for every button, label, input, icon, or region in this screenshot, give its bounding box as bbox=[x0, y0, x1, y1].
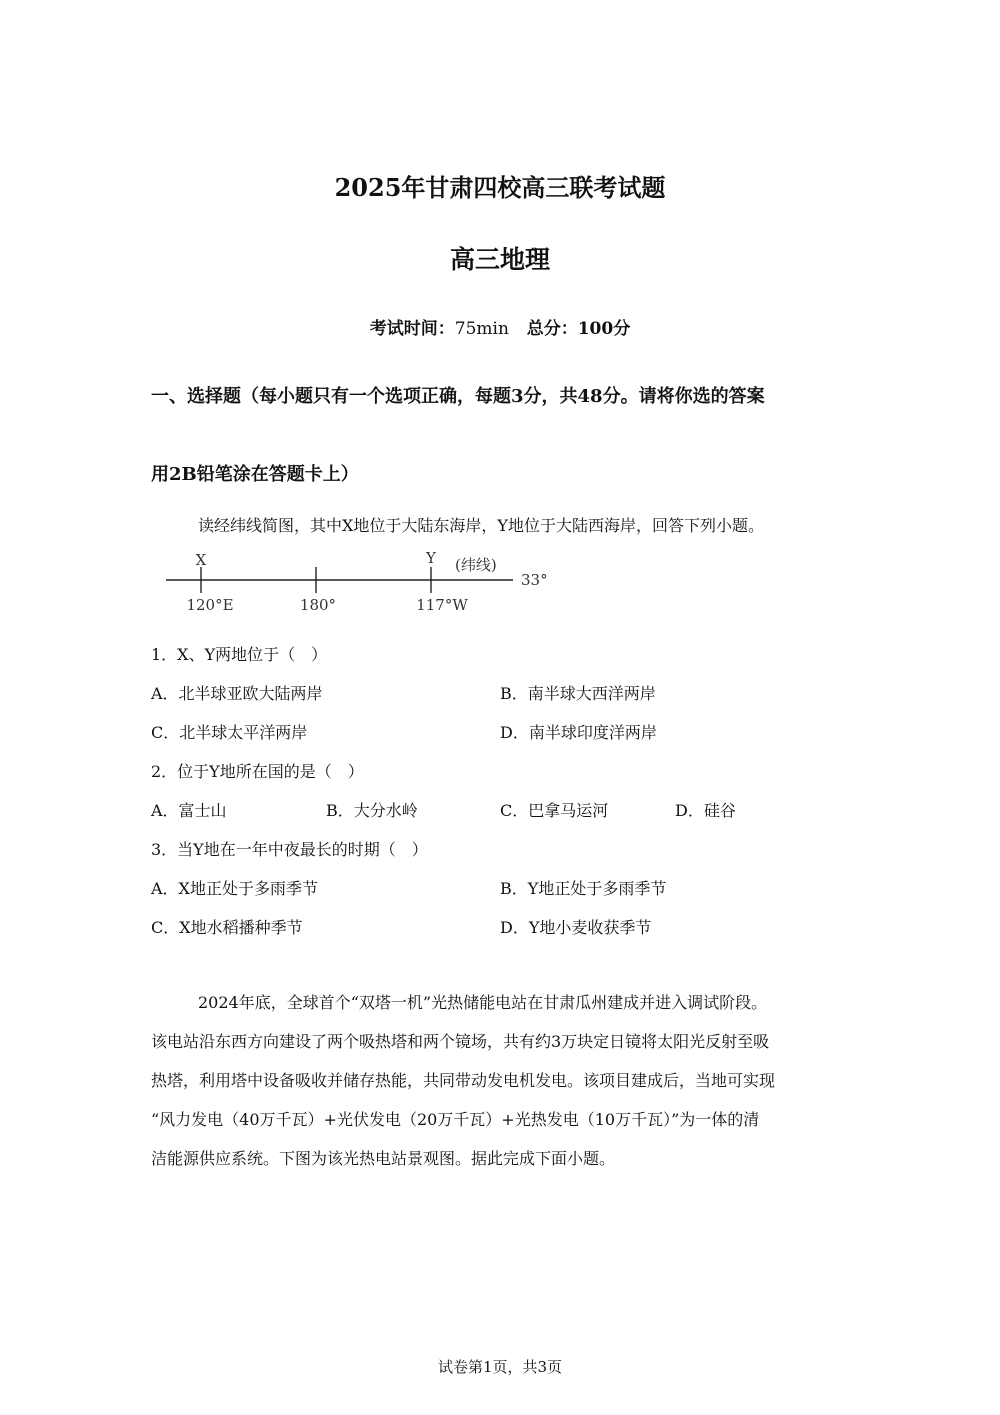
time-label: 考试时间： bbox=[369, 319, 455, 339]
latitude-value: 33° bbox=[521, 571, 548, 589]
tick-label-117w: 117°W bbox=[416, 596, 468, 614]
exam-title: 2025年甘肃四校高三联考试题 bbox=[334, 173, 666, 202]
exam-info bbox=[0, 314, 1000, 339]
material-2-line-3: 热塔，利用塔中设备吸收并储存热能，共同带动发电机发电。该项目建成后，当地可实现 bbox=[151, 1071, 776, 1090]
section-heading-line2: 用2B铅笔涂在答题卡上） bbox=[151, 464, 359, 485]
section-heading-line1: 一、选择题（每小题只有一个选项正确，每题3分，共48分。请将你选的答案 bbox=[151, 386, 765, 407]
page-footer: 试卷第1页，共3页 bbox=[437, 1358, 563, 1376]
latitude-diagram bbox=[150, 545, 570, 620]
q3-option-b: B．Y地正处于多雨季节 bbox=[500, 879, 667, 898]
material-intro: 读经纬线简图，其中X地位于大陆东海岸，Y地位于大陆西海岸，回答下列小题。 bbox=[198, 516, 764, 535]
label-x: X bbox=[195, 551, 207, 569]
q3-option-c: C．X地水稻播种季节 bbox=[151, 918, 303, 937]
q2-option-c: C．巴拿马运河 bbox=[500, 801, 609, 820]
tick-label-120e: 120°E bbox=[186, 596, 234, 614]
question-3-stem: 3．当Y地在一年中夜最长的时期（ ） bbox=[151, 840, 428, 859]
subject-title: 高三地理 bbox=[449, 245, 550, 274]
question-2-stem: 2．位于Y地所在国的是（ ） bbox=[151, 762, 364, 781]
q1-option-d: D．南半球印度洋两岸 bbox=[500, 723, 657, 742]
q2-option-b: B．大分水岭 bbox=[326, 801, 418, 820]
material-2-line-1: 2024年底，全球首个“双塔一机”光热储能电站在甘肃瓜州建成并进入调试阶段。 bbox=[198, 993, 768, 1012]
q1-option-b: B．南半球大西洋两岸 bbox=[500, 684, 656, 703]
time-value: 75min bbox=[454, 319, 509, 339]
material-2-line-4: “风力发电（40万千瓦）+光伏发电（20万千瓦）+光热发电（10万千瓦）”为一体的清 bbox=[151, 1110, 760, 1129]
q1-option-a: A．北半球亚欧大陆两岸 bbox=[151, 684, 323, 703]
question-1-stem: 1．X、Y两地位于（ ） bbox=[151, 645, 328, 664]
score-label: 总分：100分 bbox=[526, 319, 631, 339]
q2-option-a: A．富士山 bbox=[151, 801, 227, 820]
line-label: (纬线) bbox=[455, 556, 497, 574]
q3-option-d: D．Y地小麦收获季节 bbox=[500, 918, 652, 937]
material-2-line-2: 该电站沿东西方向建设了两个吸热塔和两个镜场，共有约3万块定日镜将太阳光反射至吸 bbox=[151, 1032, 770, 1051]
tick-label-180: 180° bbox=[299, 596, 337, 614]
q2-option-d: D．硅谷 bbox=[675, 801, 736, 820]
label-y: Y bbox=[426, 549, 436, 567]
material-2-paragraph bbox=[151, 983, 851, 1178]
q1-option-c: C．北半球太平洋两岸 bbox=[151, 723, 308, 742]
q3-option-a: A．X地正处于多雨季节 bbox=[151, 879, 318, 898]
material-2-line-5: 洁能源供应系统。下图为该光热电站景观图。据此完成下面小题。 bbox=[151, 1149, 616, 1168]
